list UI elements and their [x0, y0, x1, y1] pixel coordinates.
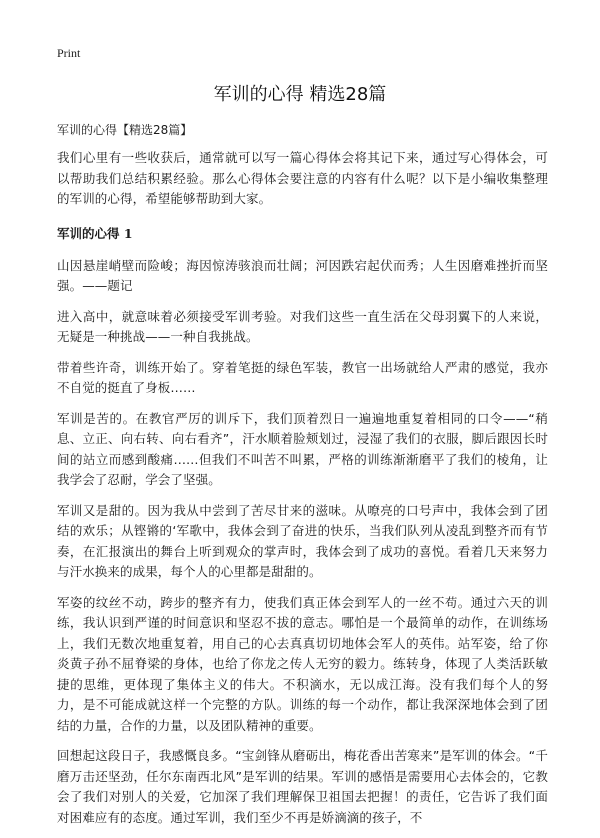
article-body — [57, 120, 548, 838]
paragraph: 山因悬崖峭壁而险峻；海因惊涛骇浪而壮阔；河因跌宕起伏而秀；人生因磨难挫折而坚强。——题记 — [57, 257, 548, 293]
paragraph: 军训是苦的。在教官严厉的训斥下，我们顶着烈日一遍遍地重复着相同的口令——“稍息、立正、向右转、向右看齐”，汗水顺着脸颊划过，浸湿了我们的衣服，脚后跟因长时间的站立而感到酸痛……但我们不叫苦不叫累，严格的训练渐渐磨平了我们的棱角，让我学会了忍耐，学会了坚强。 — [57, 410, 548, 487]
intro-paragraph: 我们心里有一些收获后，通常就可以写一篇心得体会将其记下来，通过写心得体会，可以帮助我们总结积累经验。那么心得体会要注意的内容有什么呢？以下是小编收集整理的军训的心得，希望能够帮助到大家。 — [57, 150, 548, 206]
article-subtitle: 军训的心得【精选28篇】 — [57, 123, 193, 137]
page-title: 军训的心得 精选28篇 — [213, 84, 387, 105]
paragraph: 回想起这段日子，我感慨良多。“宝剑锋从磨砺出，梅花香出苦寒来”是军训的体会。“千磨万击还坚劲，任尔东南西北风”是军训的结果。军训的感悟是需要用心去体会的，它教会了我们对别人的关爱，它加深了我们理解保卫祖国去把握！的责任，它告诉了我们面对困难应有的态度。通过军训，我们至少不再是娇滴滴的孩子，不 — [57, 748, 548, 825]
section-heading: 军训的心得 1 — [57, 225, 133, 241]
paragraph: 带着些许奇，训练开始了。穿着笔挺的绿色军装，教官一出场就给人严肃的感觉，我亦不自觉的挺直了身板…… — [57, 359, 548, 395]
paragraph: 军姿的纹丝不动，跨步的整齐有力，使我们真正体会到军人的一丝不苟。通过六天的训练，我认识到严谨的时间意识和坚忍不拔的意志。哪怕是一个最简单的动作，在训练场上，我们无数次地重复着，用自己的心去真真切切地体会军人的英伟。站军姿，给了你炎黄子孙不屈脊梁的身体，也给了你龙之传人无穷的毅力。练转身，体现了人类活跃敏捷的思维，更体现了集体主义的伟大。不积滴水，无以成江海。没有我们每个人的努力，是不可能成就这样一个完整的方队。训练的每一个动作，都让我深深地体会到了团结的力量，合作的力量，以及团队精神的重要。 — [57, 594, 548, 733]
paragraph: 军训又是甜的。因为我从中尝到了苦尽甘来的滋味。从嘹亮的口号声中，我体会到了团结的欢乐；从铿锵的‘军歌中，我体会到了奋进的快乐，当我们队列从凌乱到整齐而有节奏，在汇报演出的舞台上听到观众的掌声时，我体会到了成功的喜悦。看着几天来努力与汗水换来的成果，每个人的心里都是甜甜的。 — [57, 502, 548, 579]
print-link[interactable]: Print — [57, 46, 81, 60]
paragraph: 进入高中，就意味着必须接受军训考验。对我们这些一直生活在父母羽翼下的人来说，无疑是一种挑战——一种自我挑战。 — [57, 308, 548, 344]
